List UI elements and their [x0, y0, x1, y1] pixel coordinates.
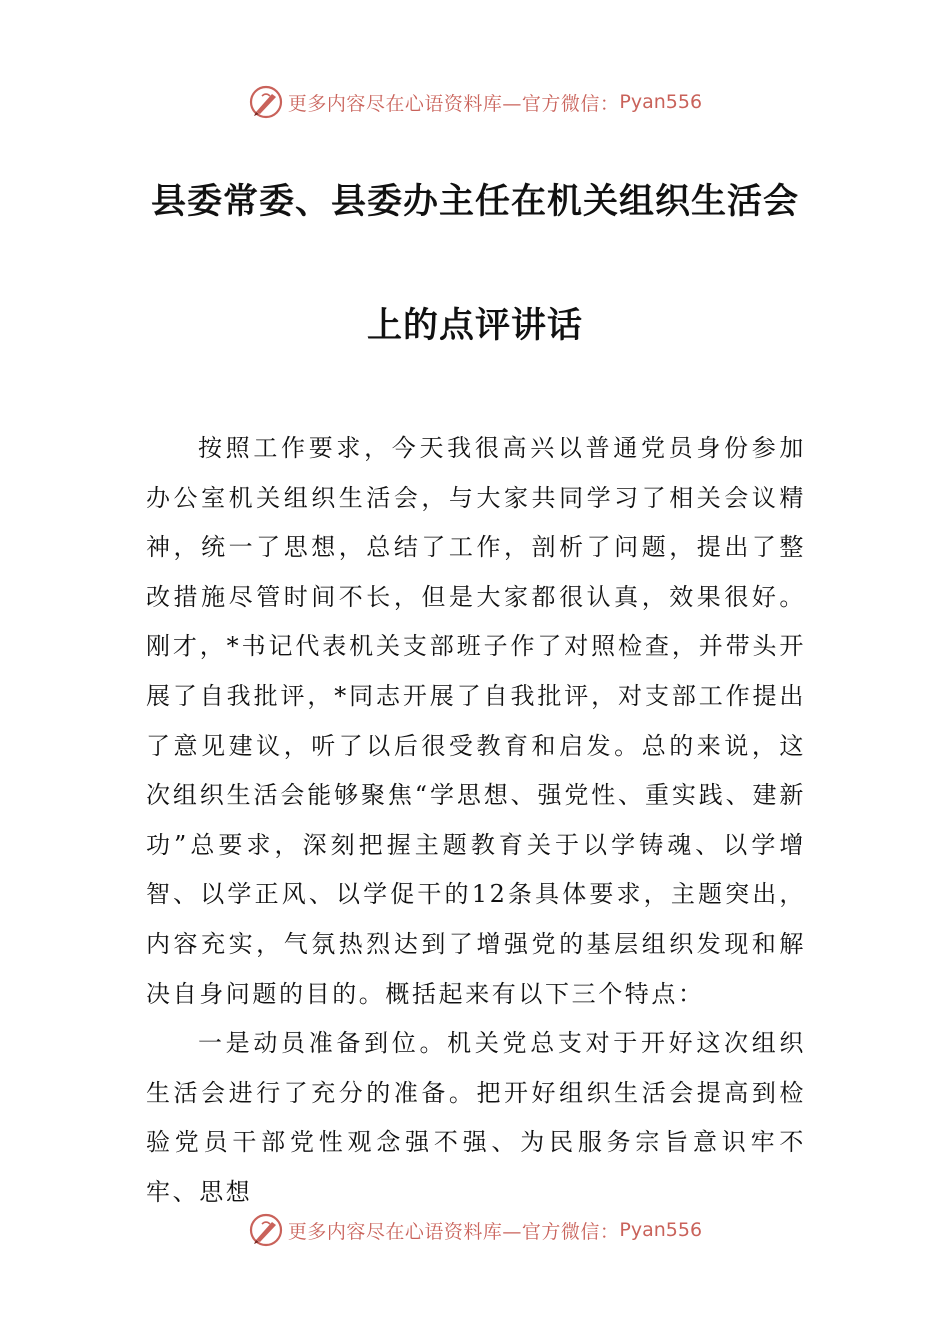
document-body [146, 424, 806, 1218]
header-watermark [0, 82, 950, 122]
pen-logo-icon [248, 1212, 284, 1248]
watermark-text: 更多内容尽在心语资料库—官方微信： [287, 92, 620, 115]
footer-watermark [0, 1210, 950, 1250]
watermark-wechat-id: Pyan556 [619, 91, 703, 113]
watermark-text: 更多内容尽在心语资料库—官方微信： [287, 1220, 620, 1243]
body-paragraph-2: 一是动员准备到位。机关党总支对于开好这次组织生活会进行了充分的准备。把开好组织生活会提高到检验党员干部党性观念强不强、为民服务宗旨意识牢不牢、思想 [146, 1029, 806, 1206]
body-paragraph-1: 按照工作要求，今天我很高兴以普通党员身份参加办公室机关组织生活会，与大家共同学习了相关会议精神，统一了思想，总结了工作，剖析了问题，提出了整改措施尽管时间不长，但是大家都很认真，效果很好。刚才，*书记代表机关支部班子作了对照检查，并带头开展了自我批评，*同志开展了自我批评，对支部工作提出了意见建议，听了以后很受教育和启发。总的来说，这次组织生活会能够聚焦“学思想、强党性、重实践、建新功”总要求，深刻把握主题教育关于以学铸魂、以学增智、以学正风、以学促干的12条具体要求，主题突出，内容充实，气氛热烈达到了增强党的基层组织发现和解决自身问题的目的。概括起来有以下三个特点： [146, 434, 806, 1008]
document-title-line-1: 县委常委、县委办主任在机关组织生活会 [150, 182, 799, 222]
document-title-line-2: 上的点评讲话 [366, 306, 583, 346]
watermark-wechat-id: Pyan556 [619, 1219, 703, 1241]
pen-logo-icon [248, 84, 284, 120]
